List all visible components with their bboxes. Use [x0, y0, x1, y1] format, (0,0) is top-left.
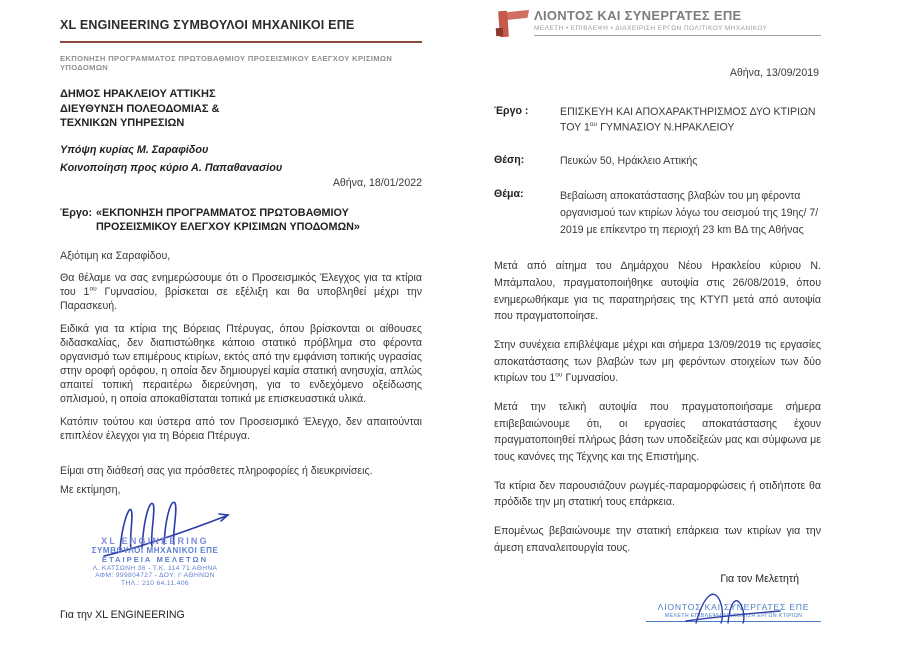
meta-row-thema	[494, 188, 821, 239]
paragraph-text: Στην συνέχεια επιβλέψαμε μέχρι και σήμερα 13/09/2019 τις εργασίες αποκατάστασης των βλαβών των μη φερόντων στοιχείων των δύο κτιρίων του 1	[494, 339, 821, 385]
salutation: Αξιότιμη κα Σαραφίδου,	[60, 249, 171, 262]
cc-line: Κοινοποίηση προς κύριο Α. Παπαθανασίου	[60, 161, 283, 174]
recipient-line: ΔΗΜΟΣ ΗΡΑΚΛΕΙΟΥ ΑΤΤΙΚΗΣ	[60, 88, 216, 100]
recipient-line: ΤΕΧΝΙΚΩΝ ΥΠΗΡΕΣΙΩΝ	[60, 117, 185, 130]
meta-label: Θέση:	[494, 154, 525, 167]
letterhead-text	[534, 8, 821, 36]
recipient-line: ΔΙΕΥΘΥΝΣΗ ΠΟΛΕΟΔΟΜΙΑΣ &	[60, 102, 220, 115]
letter-liontos	[494, 0, 821, 619]
signatory-line: Για τον Μελετητή	[720, 573, 799, 586]
superscript: ου	[589, 120, 598, 128]
paragraph	[60, 271, 422, 313]
superscript: ου	[555, 371, 563, 379]
stamp-line: ΤΗΛ.: 210 64.11.406	[121, 580, 189, 588]
logo-accent-shape	[496, 28, 504, 36]
company-name: ΛΙΟΝΤΟΣ ΚΑΙ ΣΥΝΕΡΓΑΤΕΣ ΕΠΕ	[534, 8, 742, 23]
meta-label: Έργο :	[494, 105, 529, 117]
paragraph: Επομένως βεβαιώνουμε την στατική επάρκεια των κτιρίων για την άμεση επαναλειτουργία τους.	[494, 525, 821, 554]
stamp-line: ΜΕΛΕΤΗ ΕΠΙΒΛΕΨΗ ΔΙΑΧΕΙΡΙΣΗ ΕΡΓΩΝ ΚΤΙΡΙΩΝ	[646, 613, 821, 622]
project-label: Έργο:	[60, 206, 93, 219]
paragraph: Τα κτίρια δεν παρουσιάζουν ρωγμές-παραμορφώσεις ή οτιδήποτε θα πρόδιδε την μη στατική τους επάρκεια.	[494, 479, 821, 509]
closing-line: Είμαι στη διάθεσή σας για πρόσθετες πληροφορίες ή διευκρινίσεις.	[60, 464, 373, 477]
meta-text: ΕΠΙΣΚΕΥΗ ΚΑΙ ΑΠΟΧΑΡΑΚΤΗΡΙΣΜΟΣ ΔΥΟ ΚΤΙΡΙΩΝ ΤΟΥ 1	[560, 106, 816, 134]
logo-flag-shape	[506, 10, 529, 20]
letterhead	[494, 0, 821, 40]
stamp-line: ΛΙΟΝΤΟΣ ΚΑΙ ΣΥΝΕΡΓΑΤΕΣ ΕΠΕ	[657, 602, 810, 613]
stamp-line: ΕΤΑΙΡΕΙΑ ΜΕΛΕΤΩΝ	[101, 554, 209, 564]
company-tagline: ΜΕΛΕΤΗ • ΕΠΙΒΛΕΨΗ • ΔΙΑΧΕΙΡΙΣΗ ΕΡΓΩΝ ΠΟΛΙΤΙΚΟΥ ΜΗΧΑΝΙΚΟΥ	[534, 25, 821, 36]
letter-xl-engineering	[60, 0, 423, 621]
meta-label: Θέμα:	[494, 188, 524, 201]
paragraph-text: Γυμνασίου.	[562, 372, 619, 385]
meta-block	[494, 105, 821, 239]
project-subtitle: ΕΚΠΟΝΗΣΗ ΠΡΟΓΡΑΜΜΑΤΟΣ ΠΡΩΤΟΒΑΘΜΙΟΥ ΠΡΟΣΕΙΣΜΙΚΟΥ ΕΛΕΓΧΟΥ ΚΡΙΣΙΜΩΝ ΥΠΟΔΟΜΩΝ	[60, 54, 393, 72]
header-rule	[60, 41, 422, 43]
letter-date: Αθήνα, 13/09/2019	[729, 67, 819, 79]
meta-value	[560, 105, 821, 135]
letter-date: Αθήνα, 18/01/2022	[332, 176, 422, 189]
paragraph: Ειδικά για τα κτίρια της Βόρειας Πτέρυγας, όπου βρίσκονται οι αίθουσες διδασκαλίας, δεν διαπιστώθηκε κάποιο στατικό πρόβλημα στο φέροντα οργανισμό των επιμέρους κτιρίων, εκτός από την εμφάνιση τοπικής υγρασίας στην οροφή ορόφου, η οποία δεν δημιουργεί καμία στατική ανησυχία, απλώς απαιτεί τοπική περαιτέρω διερεύνηση, για το ενδεχόμενο οξείδωσης οπλισμού, η οποία αποκαθίσταται τοπικά με επισκευαστικά υλικά.	[60, 322, 422, 406]
stamp-line: XL ENGINEERING	[101, 535, 209, 546]
paragraph-text: Γυμνασίου, βρίσκεται σε εξέλιξη και θα υποβληθεί μέχρι την Παρασκευή.	[60, 285, 423, 312]
signature-block	[494, 585, 821, 645]
paragraph: Μετά από αίτημα του Δημάρχου Νέου Ηρακλείου κύριου Ν. Μπάμπαλου, πραγματοποιήθηκε αυτοψία στις 26/08/2019, όπου ενημερωθήκαμε για τις παρατηρήσεις της ΚΤΥΠ μετά από αυτοψία που πραγματοποίησε.	[494, 260, 821, 323]
signature-scribble	[676, 579, 786, 625]
paragraph: Κατόπιν τούτου και ύστερα από τον Προσεισμικό Έλεγχο, δεν απαιτούνται επιπλέον έλεγχοι για τη Βόρεια Πτέρυγα.	[60, 416, 422, 443]
project-line	[60, 206, 422, 235]
company-stamp	[60, 536, 250, 588]
meta-row-thesi	[494, 154, 821, 169]
company-title: XL ENGINEERING ΣΥΜΒΟΥΛΟΙ ΜΗΧΑΝΙΚΟΙ ΕΠΕ	[60, 18, 355, 32]
meta-row-ergo	[494, 105, 821, 135]
meta-value: Πευκών 50, Ηράκλειο Αττικής	[560, 155, 698, 168]
stamp-line: ΑΦΜ: 999804727 - ΔΟΥ: Ι' ΑΘΗΝΩΝ	[95, 572, 215, 580]
stamp-line: Λ. ΚΑΤΣΩΝΗ 36 - Τ.Κ. 114 71 ΑΘΗΝΑ	[92, 564, 218, 572]
meta-text: ΓΥΜΝΑΣΙΟΥ Ν.ΗΡΑΚΛΕΙΟΥ	[597, 121, 735, 134]
paragraph	[494, 337, 821, 387]
superscript: ου	[89, 285, 97, 293]
letter-body	[494, 258, 821, 556]
company-logo-icon	[494, 8, 530, 40]
paragraph-text: Θα θέλαμε να σας ενημερώσουμε ότι ο Προσεισμικός Έλεγχος για τα κτίρια του 1	[60, 271, 422, 298]
stamp-line: ΣΥΜΒΟΥΛΟΙ ΜΗΧΑΝΙΚΟΙ ΕΠΕ	[91, 546, 219, 556]
recipient-block	[60, 87, 422, 131]
signature-block	[60, 496, 422, 621]
signatory-line: Για την XL ENGINEERING	[60, 608, 185, 621]
project-value: «ΕΚΠΟΝΗΣΗ ΠΡΟΓΡΑΜΜΑΤΟΣ ΠΡΩΤΟΒΑΘΜΙΟΥ ΠΡΟΣΕΙΣΜΙΚΟΥ ΕΛΕΓΧΟΥ ΚΡΙΣΙΜΩΝ ΥΠΟΔΟΜΩΝ»	[96, 206, 360, 234]
closing-valediction: Με εκτίμηση,	[60, 483, 121, 496]
paragraph: Μετά την τελική αυτοψία που πραγματοποιήσαμε σήμερα επιβεβαιώνουμε ότι, οι εργασίες αποκατάστασης έχουν πραγματοποιηθεί πλήρως βάση των υποδείξεών μας και σύμφωνα με τους κανόνες της Τέχνης και της Επιστήμης.	[494, 401, 821, 463]
attention-line: Υπόψη κυρίας Μ. Σαραφίδου	[60, 143, 209, 156]
meta-value: Βεβαίωση αποκατάστασης βλαβών του μη φέροντα οργανισμού των κτιρίων λόγω του σεισμού της 19ης/ 7/ 2019 με επίκεντρο τη περιοχή 23 km ΒΔ της Αθήνας	[560, 190, 819, 237]
